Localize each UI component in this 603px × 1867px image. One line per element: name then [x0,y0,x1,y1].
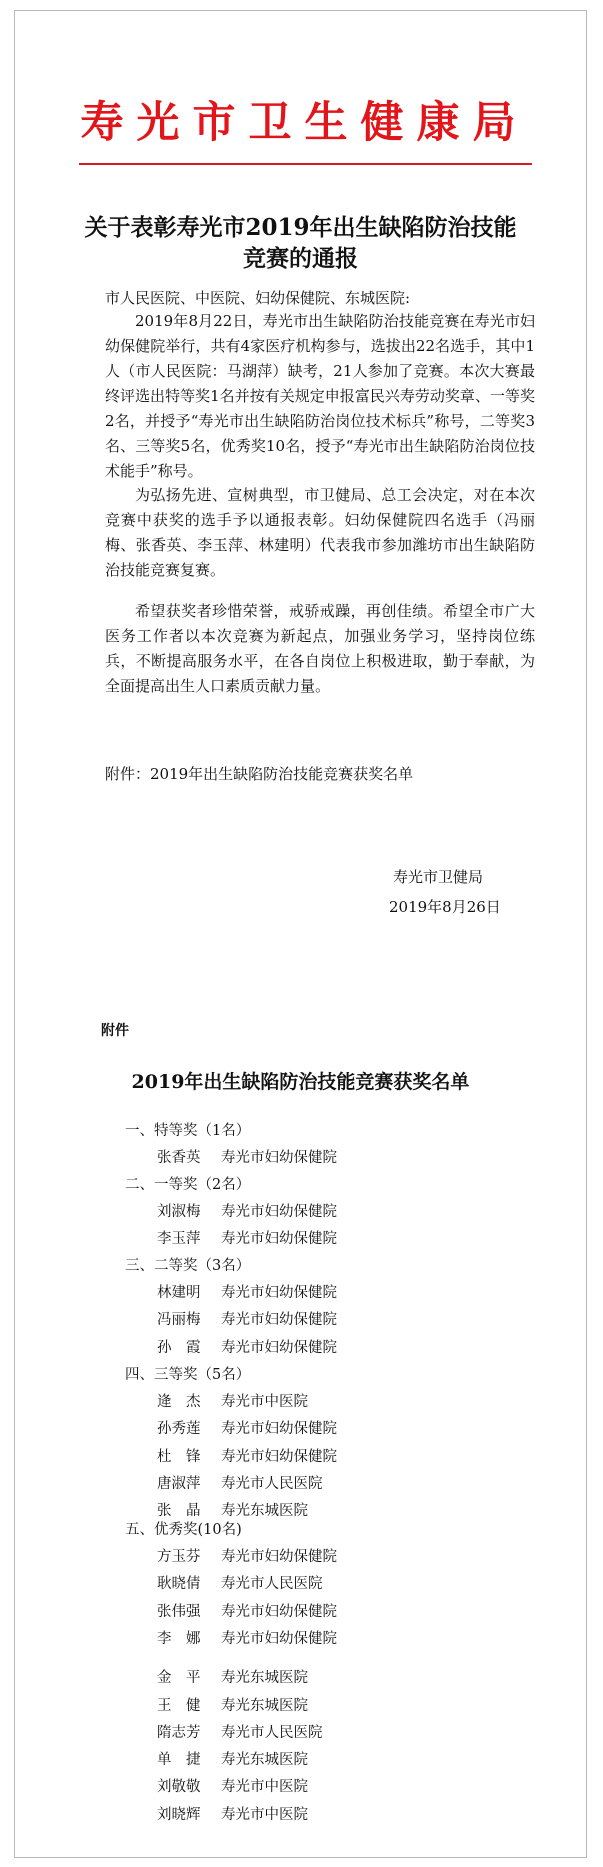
winner-row [157,1721,323,1742]
winner-organization: 寿光市妇幼保健院 [221,1231,337,1247]
winner-organization: 寿光市妇幼保健院 [221,1150,337,1166]
winner-name: 隋志芳 [157,1725,201,1741]
winner-name: 孙秀莲 [157,1421,201,1437]
award-category: 四、三等奖（5名） [125,1367,251,1383]
winner-row [157,1390,308,1411]
award-category: 三、二等奖（3名） [125,1258,251,1274]
winner-row [157,1227,337,1248]
winner-organization: 寿光市妇幼保健院 [221,1204,337,1220]
winner-name: 刘晓辉 [157,1807,201,1823]
winner-organization: 寿光市妇幼保健院 [221,1285,337,1301]
winner-name: 李 娜 [157,1631,201,1647]
award-list-title: 2019年出生缺陷防治技能竞赛获奖名单 [131,1071,470,1093]
winner-organization: 寿光市妇幼保健院 [221,1421,337,1437]
winner-row [157,1281,337,1302]
winner-row [157,1200,337,1221]
winner-organization: 寿光东城医院 [221,1503,308,1519]
winner-name: 单 捷 [157,1752,201,1768]
winner-name: 张 晶 [157,1503,201,1519]
winner-row [157,1775,308,1796]
winner-organization: 寿光市人民医院 [221,1725,323,1741]
winner-name: 孙 霞 [157,1340,201,1356]
winner-row [157,1308,337,1329]
issue-date: 2019年8月26日 [389,898,501,916]
winner-name: 唐淑萍 [157,1476,201,1492]
winner-name: 刘敬敬 [157,1779,201,1795]
winner-name: 刘淑梅 [157,1204,201,1220]
award-category: 五、优秀奖(10名) [125,1522,242,1538]
document-page [14,10,587,1858]
winner-row [157,1445,337,1466]
winner-name: 金 平 [157,1670,201,1686]
winner-name: 张香英 [157,1150,201,1166]
award-category: 一、特等奖（1名） [125,1123,251,1139]
winner-name: 林建明 [157,1285,201,1301]
winner-row [157,1572,323,1593]
winner-row [157,1545,337,1566]
attachment-heading: 附件 [101,1023,129,1039]
winner-organization: 寿光市人民医院 [221,1476,323,1492]
winner-row [157,1336,337,1357]
award-category: 二、一等奖（2名） [125,1177,251,1193]
paragraph-3: 希望获奖者珍惜荣誉，戒骄戒躁，再创佳绩。希望全市广大医务工作者以本次竞赛为新起点，加强业务学习，坚持岗位练兵，不断提高服务水平，在各自岗位上积极进取，勤于奉献，为全面提高出生人口素质贡献力量。 [105,602,535,695]
winner-organization: 寿光东城医院 [221,1752,308,1768]
winner-organization: 寿光市妇幼保健院 [221,1631,337,1647]
winner-organization: 寿光市中医院 [221,1779,308,1795]
winner-organization: 寿光东城医院 [221,1670,308,1686]
winner-row [157,1472,323,1493]
recipients: 市人民医院、中医院、妇幼保健院、东城医院: [105,289,411,307]
winner-organization: 寿光市人民医院 [221,1576,323,1592]
winner-organization: 寿光市妇幼保健院 [221,1549,337,1565]
winner-row [157,1600,337,1621]
winner-row [157,1417,337,1438]
winner-name: 耿晓倩 [157,1576,201,1592]
winner-organization: 寿光市中医院 [221,1807,308,1823]
notice-title-line1: 关于表彰寿光市2019年出生缺陷防治技能 [84,214,517,241]
winner-organization: 寿光市妇幼保健院 [221,1449,337,1465]
winner-organization: 寿光市妇幼保健院 [221,1604,337,1620]
winner-name: 逄 杰 [157,1394,201,1410]
winner-row [157,1694,308,1715]
winner-row [157,1499,308,1520]
winner-name: 杜 锋 [157,1449,201,1465]
winner-name: 王 健 [157,1698,201,1714]
winner-row [157,1748,308,1769]
paragraph-1: 2019年8月22日，寿光市出生缺陷防治技能竞赛在寿光市妇幼保健院举行，共有4家医疗机构参与，选拔出22名选手，其中1人（市人民医院：马湖萍）缺考，21人参加了竞赛。本次大赛最终评选出特等奖1名并按有关规定申报富民兴寿劳动奖章、一等奖2名，并授予“寿光市出生缺陷防治岗位技术标兵”称号，二等奖3名、三等奖5名，优秀奖10名，授予“寿光市出生缺陷防治岗位技术能手”称号。 [105,312,535,480]
winner-row [157,1803,308,1824]
notice-title-line2: 竞赛的通报 [243,245,358,272]
winner-organization: 寿光东城医院 [221,1698,308,1714]
winner-name: 李玉萍 [157,1231,201,1247]
winner-organization: 寿光市中医院 [221,1394,308,1410]
winner-name: 方玉芬 [157,1549,201,1565]
letterhead-red-rule [79,163,532,165]
signer: 寿光市卫健局 [393,868,484,886]
winner-row [157,1146,337,1167]
winner-organization: 寿光市妇幼保健院 [221,1340,337,1356]
paragraph-2: 为弘扬先进、宣树典型，市卫健局、总工会决定，对在本次竞赛中获奖的选手予以通报表彰。妇幼保健院四名选手（冯丽梅、张香英、李玉萍、林建明）代表我市参加潍坊市出生缺陷防治技能竞赛复赛。 [105,486,535,579]
letterhead-org-name: 寿光市卫生健康局 [80,98,529,148]
winner-row [157,1627,337,1648]
winner-organization: 寿光市妇幼保健院 [221,1312,337,1328]
winner-row [157,1666,308,1687]
winner-name: 张伟强 [157,1604,201,1620]
winner-name: 冯丽梅 [157,1312,201,1328]
attachment-note: 附件：2019年出生缺陷防治技能竞赛获奖名单 [105,765,414,783]
